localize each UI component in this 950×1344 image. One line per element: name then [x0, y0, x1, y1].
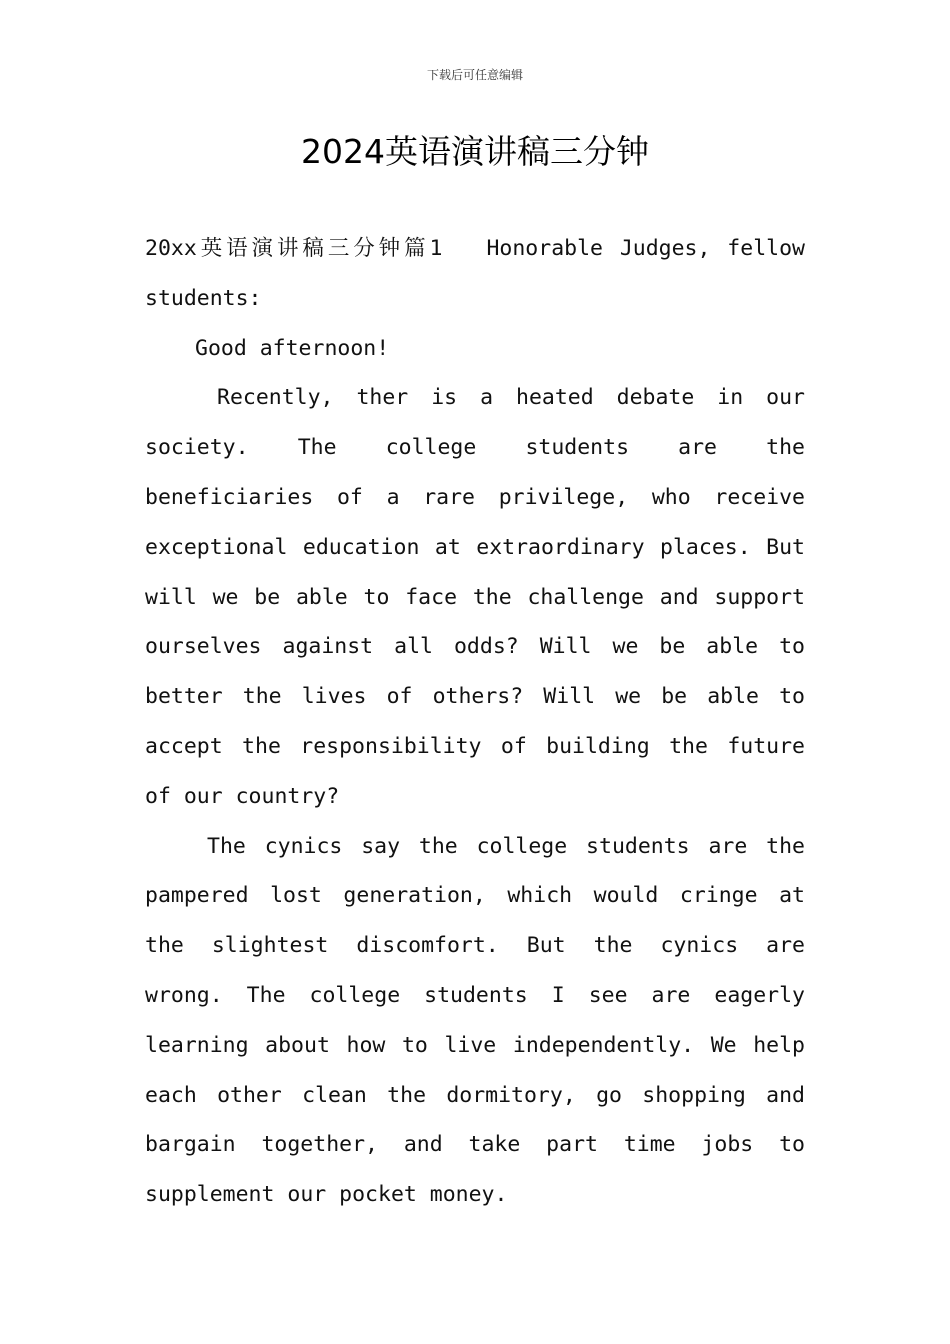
section-heading-label: 20xx英语演讲稿三分钟篇1	[145, 236, 443, 261]
page-title: 2024英语演讲稿三分钟	[301, 132, 649, 171]
document-body	[145, 224, 805, 1220]
opening-paragraph	[145, 224, 805, 324]
body-paragraph-1: Recently, ther is a heated debate in our society. The college students are the beneficiaries of a rare privilege, who receive exceptional education at extraordinary places. But will we be able to face the challenge and support ourselves against all odds? Will we be able to better the lives of others? Will we be able to accept the responsibility of building the future of our country?	[145, 385, 805, 809]
salutation-text: Honorable Judges, fellow students:	[145, 236, 805, 311]
body-paragraph-2: The cynics say the college students are the pampered lost generation, which would cringe at the slightest discomfort. But the cynics are wrong. The college students I see are eagerly learning about how to live independently. We help each other clean the dormitory, go shopping and bargain together, and take part time jobs to supplement our pocket money.	[145, 833, 805, 1208]
header-note: 下载后可任意编辑	[426, 68, 523, 82]
greeting-paragraph: Good afternoon!	[195, 335, 390, 361]
